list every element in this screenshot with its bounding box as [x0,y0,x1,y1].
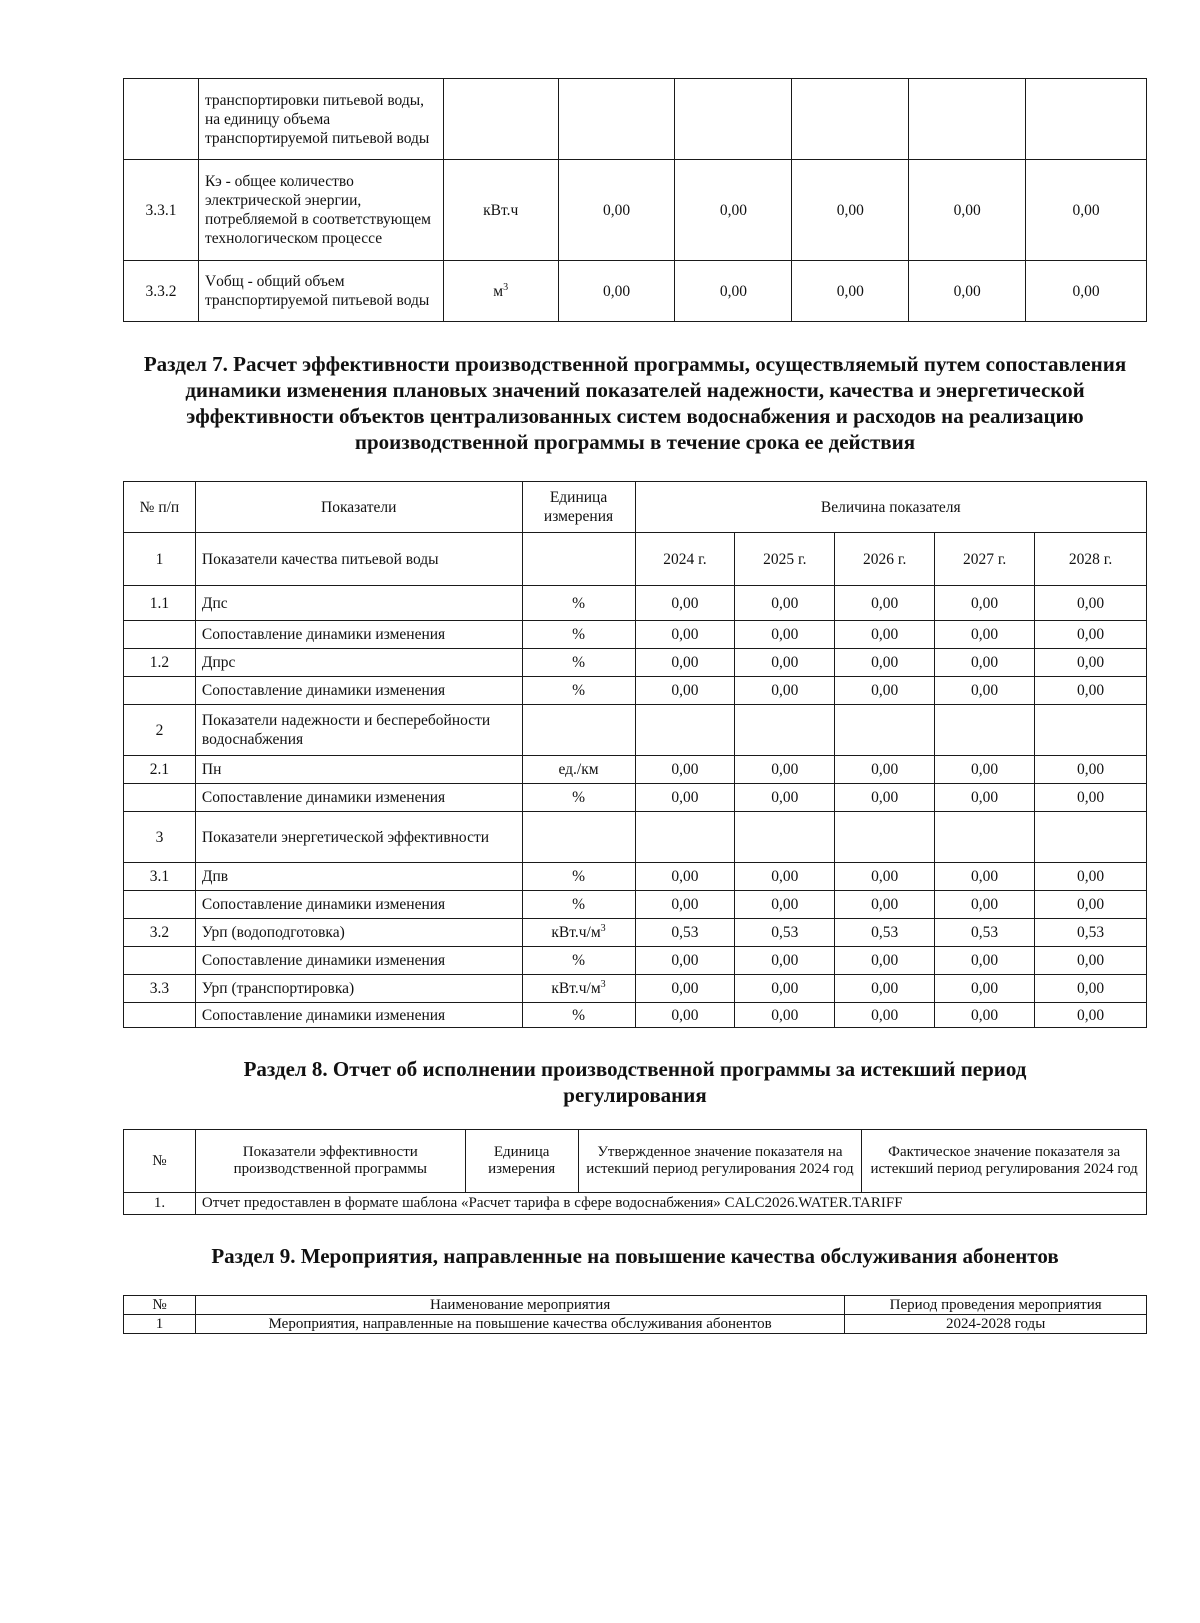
value-cell: 0,53 [735,919,835,947]
unit-cell [443,79,558,160]
measure-period: 2024-2028 годы [845,1315,1147,1334]
value-cell: 0,00 [735,621,835,649]
value-cell: 0,00 [935,677,1035,705]
indicator-label: Сопоставление динамики изменения [195,621,522,649]
value-cell: 0,00 [675,261,792,322]
section8-title: Раздел 8. Отчет об исполнении производственной программы за истекший период регулирования [243,1057,1027,1107]
value-cell: 0,00 [1035,677,1147,705]
row-number: 3 [124,812,196,863]
table-row [124,975,1147,1003]
header-unit: Единица измерения [465,1130,578,1193]
row-number [124,891,196,919]
indicator-label: Урп (транспортировка) [195,975,522,1003]
indicator-label: Сопоставление динамики изменения [195,1003,522,1028]
value-cell: 0,00 [935,975,1035,1003]
value-cell: 0,00 [635,863,735,891]
unit-cell: % [522,649,635,677]
value-cell: 0,00 [735,1003,835,1028]
row-number [124,1003,196,1028]
value-cell: 0,00 [1026,261,1147,322]
value-cell: 0,00 [835,1003,935,1028]
year-header: 2025 г. [735,533,835,586]
value-cell: 0,00 [635,975,735,1003]
indicator-label: Сопоставление динамики изменения [195,891,522,919]
row-number: 2 [124,705,196,756]
value-cell [792,79,909,160]
table-row [124,812,1147,863]
value-cell: 0,00 [835,947,935,975]
value-cell: 0,00 [935,621,1035,649]
row-number: 1 [124,1315,196,1334]
value-cell: 0,00 [835,891,935,919]
value-cell: 0,00 [735,649,835,677]
value-cell: 0,00 [1035,784,1147,812]
value-cell: 0,00 [635,947,735,975]
year-header: 2024 г. [635,533,735,586]
row-number: 3.2 [124,919,196,947]
header-actual: Фактическое значение показателя за истекший период регулирования 2024 год [862,1130,1147,1193]
value-cell: 0,00 [675,160,792,261]
unit-cell: $м^3$ [443,261,558,322]
indicator-label: Пн [195,756,522,784]
section7-title: Раздел 7. Расчет эффективности производственной программы, осуществляемый путем сопоставления динамики изменения плановых значений показателей надежности, качества и энергетической эффективности объектов централизованных систем водоснабжения и расходов на реализацию производственной программы в течение срока ее действия [143,352,1127,454]
value-cell: 0,00 [1035,891,1147,919]
section9-title: Раздел 9. Мероприятия, направленные на повышение качества обслуживания абонентов [211,1244,1059,1268]
row-number: 1. [124,1193,196,1215]
value-cell: 0,00 [1035,621,1147,649]
table-row [124,919,1147,947]
value-cell [909,79,1026,160]
value-cell: 0,00 [1035,947,1147,975]
value-cell: 0,00 [792,261,909,322]
value-cell: 0,00 [735,947,835,975]
value-cell: 0,00 [935,1003,1035,1028]
value-cell: 0,00 [1035,649,1147,677]
value-cell: 0,00 [1035,1003,1147,1028]
value-cell: 0,00 [1035,863,1147,891]
header-value: Величина показателя [635,482,1147,533]
value-cell: 0,00 [735,975,835,1003]
value-cell: 0,00 [735,784,835,812]
value-cell: 0,00 [835,975,935,1003]
indicator-label: транспортировки питьевой воды, на единицу объема транспортируемой питьевой воды [198,79,443,160]
unit-cell [522,533,635,586]
value-cell [1035,812,1147,863]
report-table [123,1129,1147,1215]
unit-cell: ед./км [522,756,635,784]
indicator-label: Дпрс [195,649,522,677]
table-row [124,784,1147,812]
indicator-label: Урп (водоподготовка) [195,919,522,947]
header-period: Период проведения мероприятия [845,1296,1147,1315]
row-number [124,947,196,975]
header-approved: Утвержденное значение показателя на истекший период регулирования 2024 год [578,1130,862,1193]
indicator-label: Vобщ - общий объем транспортируемой питьевой воды [198,261,443,322]
value-cell: 0,00 [935,784,1035,812]
table-row [124,533,1147,586]
indicator-label: Сопоставление динамики изменения [195,677,522,705]
indicator-label: Кэ - общее количество электрической энергии, потребляемой в соответствующем технологическом процессе [198,160,443,261]
header-name: Наименование мероприятия [195,1296,844,1315]
value-cell: 0,00 [935,891,1035,919]
table-row [124,586,1147,621]
header-indicators: Показатели [195,482,522,533]
value-cell [835,812,935,863]
report-note: Отчет предоставлен в формате шаблона «Расчет тарифа в сфере водоснабжения» CALC2026.WATER.TARIFF [195,1193,1146,1215]
value-cell: 0,00 [635,891,735,919]
unit-cell [522,705,635,756]
value-cell [1035,705,1147,756]
value-cell: 0,00 [635,677,735,705]
unit-cell: % [522,586,635,621]
value-cell: 0,00 [935,947,1035,975]
value-cell: 0,00 [1035,756,1147,784]
unit-cell [522,812,635,863]
row-number [124,621,196,649]
indicator-label: Сопоставление динамики изменения [195,947,522,975]
row-number: 3.3.1 [124,160,199,261]
value-cell: 0,00 [735,891,835,919]
value-cell: 0,00 [735,586,835,621]
value-cell: 0,00 [935,649,1035,677]
value-cell: 0,00 [558,160,675,261]
value-cell [558,79,675,160]
value-cell: 0,00 [835,677,935,705]
table-row [124,1193,1147,1215]
value-cell [675,79,792,160]
unit-cell: % [522,784,635,812]
value-cell: 0,00 [909,160,1026,261]
table-row [124,1003,1147,1028]
value-cell: 0,00 [635,784,735,812]
header-num: № п/п [124,482,196,533]
value-cell: 0,53 [935,919,1035,947]
table-row [124,649,1147,677]
value-cell [935,812,1035,863]
row-number: 1 [124,533,196,586]
row-number: 2.1 [124,756,196,784]
value-cell: 0,00 [909,261,1026,322]
indicator-label: Сопоставление динамики изменения [195,784,522,812]
header-indicators: Показатели эффективности производственной программы [195,1130,465,1193]
value-cell: 0,00 [735,756,835,784]
indicator-label: Дпв [195,863,522,891]
indicator-label: Показатели качества питьевой воды [195,533,522,586]
table-row [124,261,1147,322]
unit-cell: % [522,677,635,705]
value-cell: 0,00 [835,621,935,649]
table-row [124,621,1147,649]
unit-cell: % [522,1003,635,1028]
table-header-row [124,1296,1147,1315]
value-cell: 0,00 [835,649,935,677]
value-cell: 0,00 [558,261,675,322]
table-header-row [124,482,1147,533]
value-cell: 0,00 [635,621,735,649]
unit-cell: кВт.ч [443,160,558,261]
unit-cell: % [522,863,635,891]
value-cell: 0,00 [935,756,1035,784]
measures-table [123,1295,1147,1334]
table-row [124,677,1147,705]
value-cell [935,705,1035,756]
value-cell: 0,00 [735,863,835,891]
value-cell: 0,00 [935,586,1035,621]
table-row [124,79,1147,160]
header-num: № [124,1296,196,1315]
indicator-label: Дпс [195,586,522,621]
value-cell: 0,53 [635,919,735,947]
unit-cell: $кВт.ч/м^3$ [522,919,635,947]
value-cell: 0,00 [835,863,935,891]
row-number [124,677,196,705]
year-header: 2028 г. [1035,533,1147,586]
year-header: 2026 г. [835,533,935,586]
row-number: 3.1 [124,863,196,891]
value-cell [735,705,835,756]
table-row [124,160,1147,261]
table-row [124,705,1147,756]
unit-cell: % [522,947,635,975]
row-number: 3.3 [124,975,196,1003]
table-header-row [124,1130,1147,1193]
value-cell: 0,00 [792,160,909,261]
table-row [124,947,1147,975]
efficiency-table [123,481,1147,1028]
header-unit: Единица измерения [522,482,635,533]
unit-cell: % [522,891,635,919]
continuation-table [123,78,1147,322]
row-number: 1.1 [124,586,196,621]
value-cell: 0,00 [1035,975,1147,1003]
row-number [124,79,199,160]
row-number: 3.3.2 [124,261,199,322]
value-cell: 0,00 [1035,586,1147,621]
value-cell: 0,00 [1026,160,1147,261]
table-row [124,891,1147,919]
value-cell: 0,00 [635,756,735,784]
value-cell: 0,53 [835,919,935,947]
value-cell: 0,00 [935,863,1035,891]
row-number [124,784,196,812]
value-cell [1026,79,1147,160]
value-cell: 0,00 [835,784,935,812]
value-cell: 0,00 [635,649,735,677]
value-cell: 0,00 [835,586,935,621]
value-cell: 0,53 [1035,919,1147,947]
value-cell: 0,00 [635,586,735,621]
value-cell: 0,00 [735,677,835,705]
value-cell [735,812,835,863]
measure-name: Мероприятия, направленные на повышение качества обслуживания абонентов [195,1315,844,1334]
indicator-label: Показатели надежности и бесперебойности водоснабжения [195,705,522,756]
table-row [124,1315,1147,1334]
unit-cell: % [522,621,635,649]
value-cell [635,812,735,863]
value-cell [835,705,935,756]
value-cell: 0,00 [835,756,935,784]
value-cell: 0,00 [635,1003,735,1028]
table-row [124,756,1147,784]
indicator-label: Показатели энергетической эффективности [195,812,522,863]
value-cell [635,705,735,756]
unit-cell: $кВт.ч/м^3$ [522,975,635,1003]
header-num: № [124,1130,196,1193]
year-header: 2027 г. [935,533,1035,586]
row-number: 1.2 [124,649,196,677]
table-row [124,863,1147,891]
